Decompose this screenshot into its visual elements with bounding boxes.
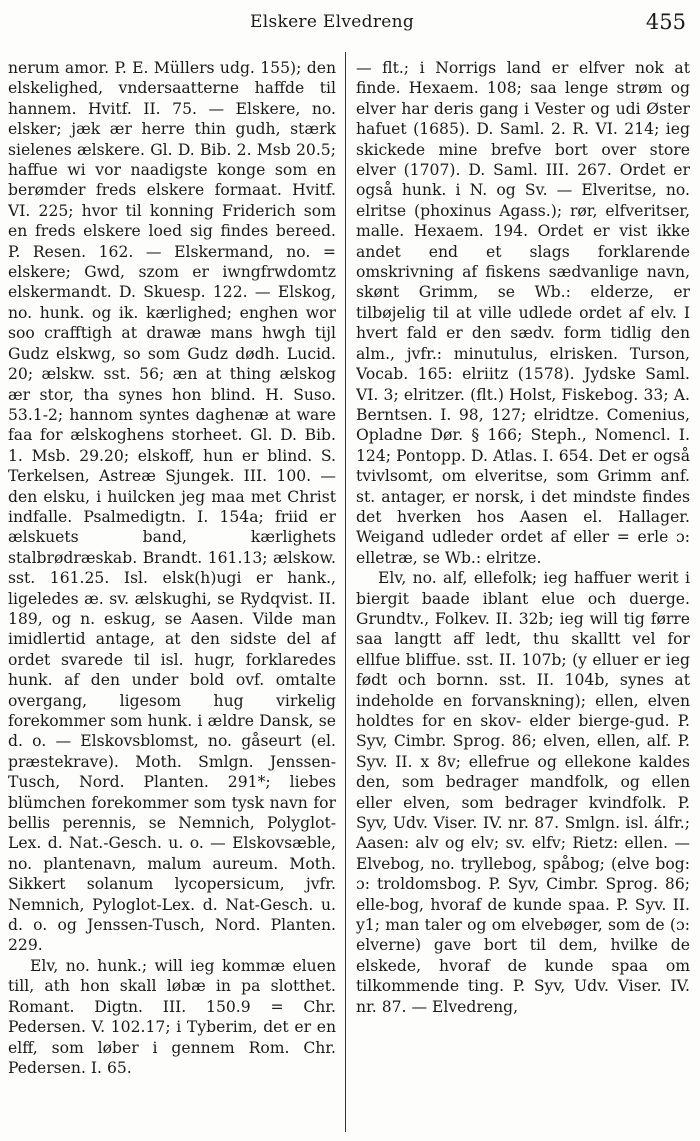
page-header xyxy=(0,8,700,36)
column-divider xyxy=(345,52,346,1132)
entry-paragraph: nerum amor. P. E. Müllers udg. 155); den elskelighed, vndersaatterne haffde til hannem. Hvitf. II. 75. — Elskere, no. elsker; jæk ær herre thin gudh, stærk sielenes ælskere. Gl. D. Bib. 2. Msb 20.5; haffue wi vor naadigste konge som en berømder freds elskere formaat. Hvitf. VI. 225; hvor til konning Friderich som en freds elskere loed sig findes bereed. P. Resen. 162. — Elskermand, no. = elskere; Gwd, szom er iwngfrwdomtz elskermandt. D. Skuesp. 122. — Elskog, no. hunk. og ik. kærlighed; enghen wor soo crafftigh at drawæ mans hwgh tijl Gudz elskwg, so som Gudz dødh. Lucid. 20; ælskw. sst. 56; æn at thing ælskog ær stor, tha synes hon blind. H. Suso. 53.1-2; hannom syntes daghenæ at ware faa for ælskoghens storheet. Gl. D. Bib. 1. Msb. 29.20; elskoff, hun er blind. S. Terkelsen, Astreæ Sjungek. III. 100. — den elsku, i huilcken jeg maa met Christ indfalle. Psalmedigtn. I. 154a; friid er ælskuets band, kærlighets stalbrødræskab. Brandt. 161.13; ælskow. sst. 161.25. Isl. elsk(h)ugi er hank., ligeledes æ. sv. ælskughi, se Rydqvist. II. 189, og n. eskug, se Aasen. Vilde man imidlertid antage, at den sidste del af ordet svarede til isl. hugr, forklaredes hunk. af den under bold ovf. omtalte overgang, ligesom hug virkelig forekommer som hunk. i ældre Dansk, se d. o. — Elskovsblomst, no. gåseurt (el. præstekrave). Moth. Smlgn. Jenssen-Tusch, Nord. Planten. 291*; liebes blümchen forekommer som tysk navn for bellis perennis, se Nemnich, Polyglot-Lex. d. Nat.-Gesch. u. o. — Elskovsæble, no. plantenavn, malum aureum. Moth. Sikkert solanum lycopersicum, jvfr. Nemnich, Pyloglot-Lex. d. Nat-Gesch. u. d. o. og Jenssen-Tusch, Nord. Planten. 229. xyxy=(8,59,336,955)
entry-paragraph: Elv, no. alf, ellefolk; ieg haffuer werit i biergit baade iblant elue och duerge. Grundtv., Folkev. II. 32b; ieg will tig førre saa langtt aff ledt, thu skalltt vel for ellfue bliffue. sst. II. 107b; (y elluer er ieg født och bornn. sst. II. 104b, synes at indeholde en forvanskning); ellen, elven holdtes for en skov- elder bierge-gud. P. Syv, Cimbr. Sprog. 86; elven, ellen, alf. P. Syv. II. x 8v; ellefrue og ellekone kaldes den, som bedrager mandfolk, og ellen eller elven, som bedrager kvindfolk. P. Syv, Udv. Viser. IV. nr. 87. Smlgn. isl. álfr.; Aasen: alv og elv; sv. elfv; Rietz: ellen. — Elvebog, no. tryllebog, spåbog; (elve bog: ɔ: troldomsbog. P. Syv, Cimbr. Sprog. 86; elle-bog, hvoraf de kunde spaa. P. Syv. II. y1; man taler og om elvebøger, som de (ɔ: elverne) gave bort til dem, hvilke de elskede, hvoraf de kunde spaa om tilkommende ting. P. Syv, Udv. Viser. IV. nr. 87. — Elvedreng, xyxy=(356,569,690,1016)
right-column xyxy=(356,58,690,1133)
entry-paragraph: — flt.; i Norrigs land er elfver nok at finde. Hexaem. 108; saa lenge strøm og elver har deris gang i Vester og udi Øster hafuet (1685). D. Saml. 2. R. VI. 214; ieg skickede mine brefve bort over store elver (1707). D. Saml. III. 267. Ordet er også hunk. i N. og Sv. — Elveritse, no. elritse (phoxinus Agass.); rør, elfveritser, malle. Hexaem. 194. Ordet er vist ikke andet end et slags forklarende omskrivning af fiskens sædvanlige navn, skønt Grimm, se Wb.: elderze, er tilbøjelig til at ville udlede ordet af elv. I hvert fald er den sædv. form tidlig den alm., jvfr.: minutulus, elrisken. Turson, Vocab. 165: elriitz (1578). Jydske Saml. VI. 3; elritzer. (flt.) Holst, Fiskebog. 33; A. Berntsen. I. 98, 127; elridtze. Comenius, Opladne Dør. § 166; Steph., Nomencl. I. 124; Pontopp. D. Atlas. I. 654. Det er også tvivlsomt, om elveritse, som Grimm anf. st. antager, er norsk, i det mindste findes det hverken hos Aasen el. Hallager. Weigand udleder ordet af eller = erle ɔ: elletræ, se Wb.: elritze. xyxy=(356,59,690,567)
left-column xyxy=(8,58,336,1133)
running-head: Elskere Elvedreng xyxy=(250,12,415,32)
entry-paragraph: Elv, no. hunk.; will ieg kommæ eluen till, ath hon skall løbæ in pa slotthet. Romant. Digtn. III. 150.9 = Chr. Pedersen. V. 102.17; i Tyberim, det er en elff, som løber i gennem Rom. Chr. Pedersen. I. 65. xyxy=(8,956,336,1077)
page-number: 455 xyxy=(645,10,686,34)
